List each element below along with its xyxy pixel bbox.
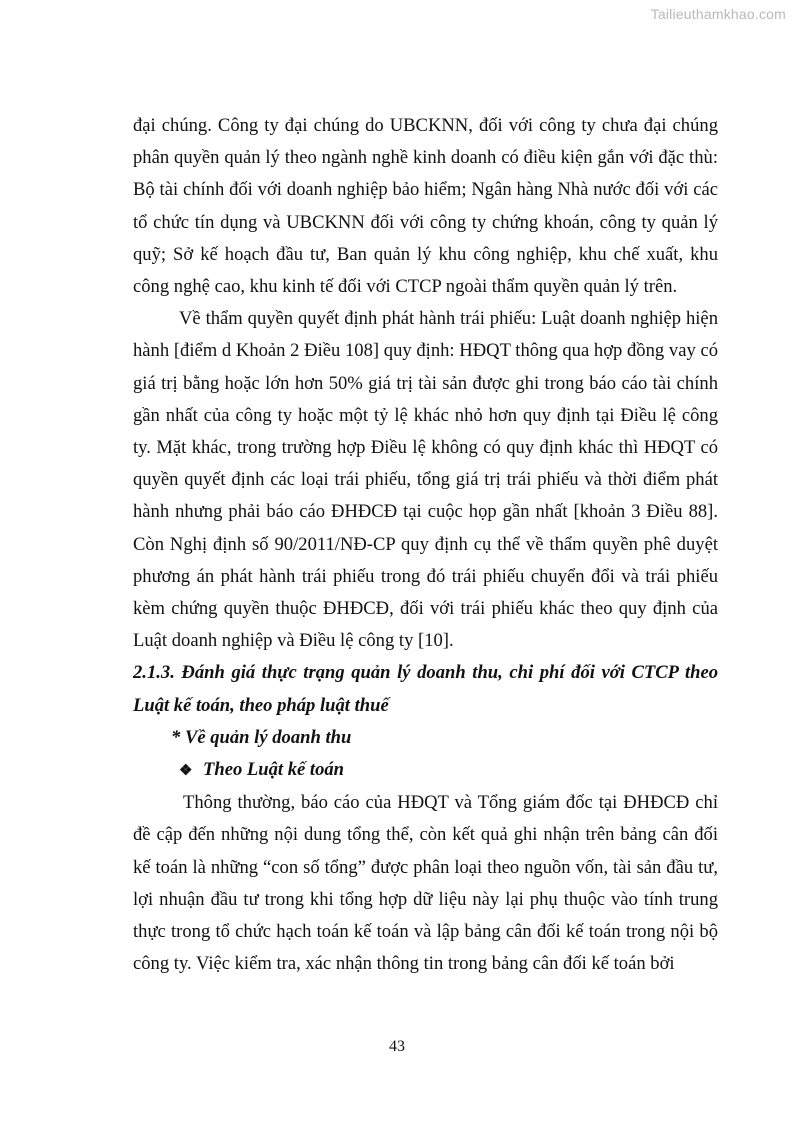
watermark: Tailieuthamkhao.com: [650, 6, 786, 22]
page-number: 43: [389, 1038, 405, 1055]
section-heading: 2.1.3. Đánh giá thực trạng quản lý doanh thu, chi phí đối với CTCP theo Luật kế toán, theo pháp luật thuế: [133, 662, 718, 716]
paragraph-2: Về thẩm quyền quyết định phát hành trái phiếu: Luật doanh nghiệp hiện hành [điểm d Khoản 2 Điều 108] quy định: HĐQT thông qua hợp đồng vay có giá trị bằng hoặc lớn hơn 50% giá trị tài sản được ghi trong báo cáo tài chính gần nhất của công ty hoặc một tỷ lệ khác nhỏ hơn quy định tại Điều lệ công ty. Mặt khác, trong trường hợp Điều lệ không có quy định khác thì HĐQT có quyền quyết định các loại trái phiếu, tổng giá trị trái phiếu và thời điểm phát hành nhưng phải báo cáo ĐHĐCĐ tại cuộc họp gần nhất [khoản 3 Điều 88]. Còn Nghị định số 90/2011/NĐ-CP quy định cụ thể về thẩm quyền phê duyệt phương án phát hành trái phiếu trong đó trái phiếu chuyển đổi và trái phiếu kèm chứng quyền thuộc ĐHĐCĐ, đối với trái phiếu khác theo quy định của Luật doanh nghiệp và Điều lệ công ty [10].: [133, 308, 718, 652]
diamond-bullet-icon: ❖: [179, 763, 193, 780]
paragraph-3: Thông thường, báo cáo của HĐQT và Tổng giám đốc tại ĐHĐCĐ chỉ đề cập đến những nội dung tổng thể, còn kết quả ghi nhận trên bảng cân đối kế toán là những “con số tổng” được phân loại theo nguồn vốn, tài sản đầu tư, lợi nhuận đầu tư trong khi tổng hợp dữ liệu này lại phụ thuộc vào tính trung thực trong tổ chức hạch toán kế toán và lập bảng cân đối kế toán trong nội bộ công ty. Việc kiểm tra, xác nhận thông tin trong bảng cân đối kế toán bởi: [133, 792, 718, 975]
paragraph-1: đại chúng. Công ty đại chúng do UBCKNN, đối với công ty chưa đại chúng phân quyền quản lý theo ngành nghề kinh doanh có điều kiện gắn với đặc thù: Bộ tài chính đối với doanh nghiệp bảo hiểm; Ngân hàng Nhà nước đối với các tổ chức tín dụng và UBCKNN đối với công ty chứng khoán, công ty quản lý quỹ; Sở kế hoạch đầu tư, Ban quản lý khu công nghiệp, khu chế xuất, khu công nghệ cao, khu kinh tế đối với CTCP ngoài thẩm quyền quản lý trên.: [133, 115, 718, 298]
subheading-revenue: * Về quản lý doanh thu: [171, 726, 352, 748]
subheading-accounting-law-label: Theo Luật kế toán: [203, 759, 345, 781]
subheading-accounting-law: [133, 754, 718, 787]
page-body: [133, 110, 718, 980]
